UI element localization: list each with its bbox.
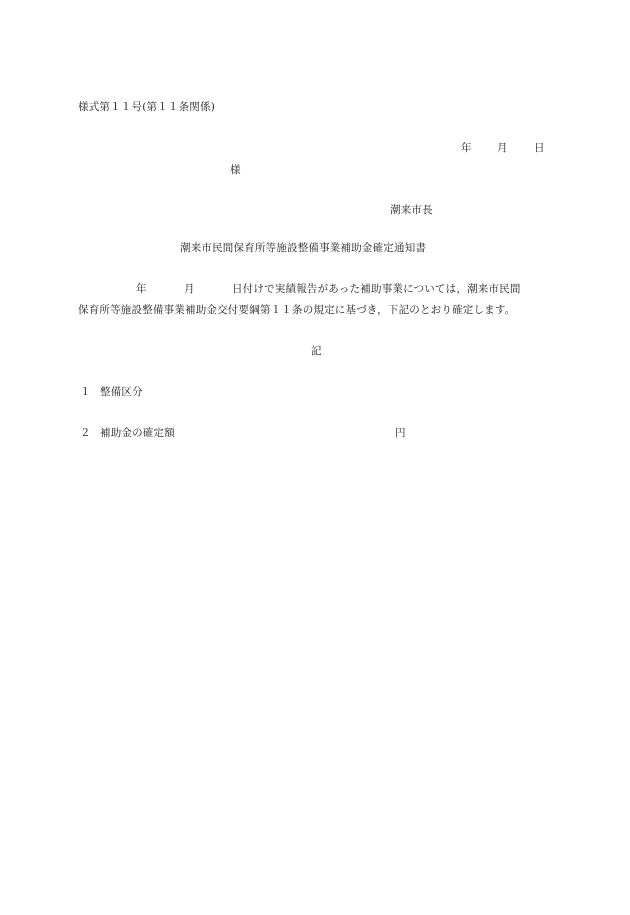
document-title: 潮来市民間保育所等施設整備事業補助金確定通知書 — [180, 242, 427, 254]
item-label-seibi-kubun: 整備区分 — [100, 386, 143, 398]
body-line2-text: 保育所等施設整備事業補助金交付要綱第１１条の規定に基づき，下記のとおり確定します。 — [78, 304, 516, 316]
ki-heading: 記 — [311, 345, 322, 357]
date-month-label: 月 — [497, 142, 508, 154]
body-month-label: 月 — [184, 283, 195, 295]
item-label-kakutei-gaku: 補助金の確定額 — [100, 427, 175, 439]
item-number: １ — [80, 386, 91, 398]
body-line1-text: 日付けで実績報告があった補助事業については，潮来市民間 — [232, 283, 521, 295]
form-number: 様式第１１号(第１１条関係) — [78, 101, 215, 113]
item-number: ２ — [80, 427, 91, 439]
amount-unit: 円 — [395, 427, 406, 439]
body-year-label: 年 — [136, 283, 147, 295]
date-year-label: 年 — [461, 142, 472, 154]
recipient-suffix: 様 — [230, 164, 241, 176]
issuer-name: 潮来市長 — [390, 204, 433, 216]
date-day-label: 日 — [534, 142, 545, 154]
